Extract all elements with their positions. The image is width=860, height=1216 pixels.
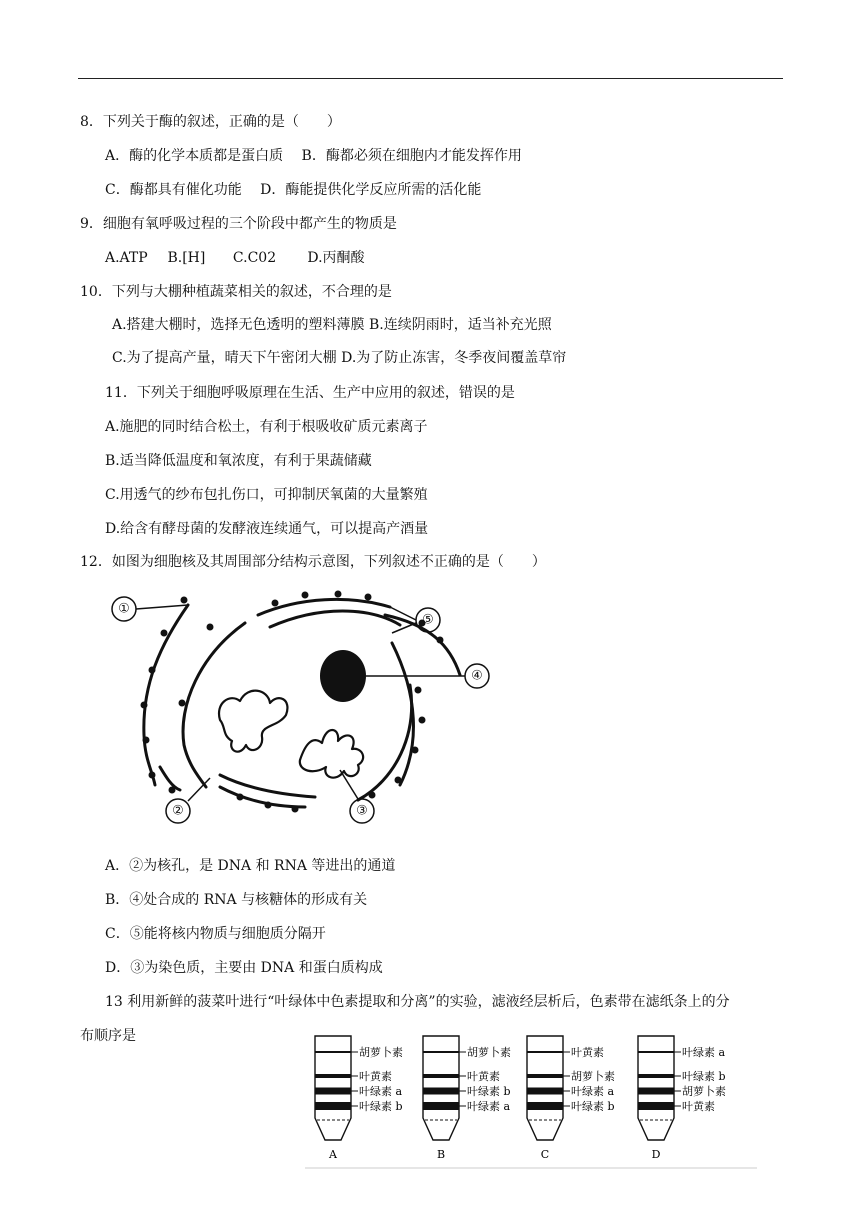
q10-options-ab: A.搭建大棚时，选择无色透明的塑料薄膜 B.连续阴雨时，适当补充光照 (112, 317, 552, 333)
ribosome-dot (141, 702, 148, 709)
strip-letter: A (329, 1148, 337, 1161)
band-label: 叶黄素 (467, 1070, 500, 1083)
ribosome-dot (179, 700, 186, 707)
ribosome-dot (415, 687, 422, 694)
pigment-band (527, 1051, 563, 1053)
q11-stem: 11．下列关于细胞呼吸原理在生活、生产中应用的叙述，错误的是 (105, 385, 515, 401)
q12-option-d: D．③为染色质，主要由 DNA 和蛋白质构成 (105, 960, 383, 976)
ribosome-dot (149, 772, 156, 779)
chromatin (300, 730, 363, 778)
q10-stem: 10．下列与大棚种植蔬菜相关的叙述，不合理的是 (80, 284, 392, 300)
inner-membrane-left (183, 623, 245, 787)
band-label: 叶绿素 b (467, 1085, 511, 1098)
pigment-band (527, 1088, 563, 1095)
band-label: 胡萝卜素 (467, 1046, 511, 1059)
q12-option-c: C．⑤能将核内物质与细胞质分隔开 (105, 926, 326, 942)
header-rule (78, 78, 783, 79)
ribosome-dot (149, 667, 156, 674)
q12-option-b: B．④处合成的 RNA 与核糖体的形成有关 (105, 892, 368, 908)
band-label: 叶绿素 b (359, 1100, 403, 1113)
ribosome-dot (419, 717, 426, 724)
figure-label-5: ⑤ (422, 612, 434, 628)
q8-options-ab: A．酶的化学本质都是蛋白质 B．酶都必须在细胞内才能发挥作用 (105, 148, 522, 164)
strip-letter: D (651, 1148, 661, 1161)
pigment-band (315, 1051, 351, 1053)
ribosome-dot (412, 747, 419, 754)
q8-options-cd: C．酶都具有催化功能 D．酶能提供化学反应所需的活化能 (105, 182, 482, 198)
outer-membrane-right (358, 685, 412, 800)
strip-b (423, 1036, 511, 1161)
band-label: 叶黄素 (682, 1100, 715, 1113)
pigment-band (423, 1102, 459, 1110)
band-label: 胡萝卜素 (682, 1085, 726, 1098)
q9-option-b: B.[H] (167, 250, 206, 266)
pigment-band (638, 1088, 674, 1095)
leader-5b (392, 623, 416, 633)
chromatography-strips-figure (305, 1032, 760, 1172)
pigment-band (638, 1074, 674, 1078)
ribosome-dot (169, 787, 176, 794)
q10-options-cd: C.为了提高产量，晴天下午密闭大棚 D.为了防止冻害，冬季夜间覆盖草帘 (112, 350, 567, 366)
q12-option-a: A．②为核孔，是 DNA 和 RNA 等进出的通道 (105, 858, 396, 874)
pigment-band (638, 1102, 674, 1110)
pigment-band (638, 1051, 674, 1053)
strip-letter: C (540, 1148, 550, 1161)
chromatin (219, 691, 287, 752)
ribosome-dot (302, 592, 309, 599)
leader-1 (136, 605, 188, 609)
band-label: 叶绿素 a (467, 1100, 511, 1113)
pigment-band (527, 1102, 563, 1110)
band-label: 叶绿素 a (571, 1085, 615, 1098)
strip-a (315, 1036, 403, 1161)
band-label: 叶绿素 a (359, 1085, 403, 1098)
ribosome-dot (161, 630, 168, 637)
figure-label-3: ③ (356, 803, 368, 819)
q12-stem: 12．如图为细胞核及其周围部分结构示意图，下列叙述不正确的是（ ） (80, 554, 546, 570)
ribosome-dot (207, 624, 214, 631)
band-label: 叶绿素 b (682, 1070, 726, 1083)
pigment-band (423, 1074, 459, 1078)
membrane-fragment (160, 767, 180, 790)
strip-c (527, 1036, 615, 1161)
ribosome-dot (181, 597, 188, 604)
q11-option-c: C.用透气的纱布包扎伤口，可抑制厌氧菌的大量繁殖 (105, 487, 428, 503)
band-label: 胡萝卜素 (571, 1070, 615, 1083)
q13-stem-line2: 布顺序是 (80, 1028, 136, 1044)
leader-2 (188, 778, 210, 801)
figure-label-4: ④ (471, 668, 483, 684)
figure-label-2: ② (172, 803, 184, 819)
pigment-band (423, 1051, 459, 1053)
pigment-band (423, 1088, 459, 1095)
q9-options (105, 248, 365, 268)
q8-stem: 8．下列关于酶的叙述，正确的是（ ） (80, 114, 341, 130)
ribosome-dot (272, 600, 279, 607)
pigment-band (315, 1102, 351, 1110)
q11-option-b: B.适当降低温度和氧浓度，有利于果蔬储藏 (105, 453, 372, 469)
inner-membrane-top (270, 611, 400, 627)
pigment-band (315, 1088, 351, 1095)
ribosome-dot (265, 802, 272, 809)
band-label: 叶绿素 b (571, 1100, 615, 1113)
figure-label-1: ① (118, 601, 130, 617)
band-label: 叶黄素 (359, 1070, 392, 1083)
strip-letter: B (436, 1148, 446, 1161)
band-label: 叶绿素 a (682, 1046, 726, 1059)
ribosome-dot (143, 737, 150, 744)
q9-option-d: D.丙酮酸 (307, 250, 365, 266)
q9-option-c: C.C02 (232, 250, 277, 266)
nucleus-structure-figure (100, 585, 500, 830)
nucleolus (320, 650, 366, 702)
band-label: 胡萝卜素 (359, 1046, 403, 1059)
ribosome-dot (369, 792, 376, 799)
strip-d (638, 1036, 726, 1161)
pigment-band (315, 1074, 351, 1078)
ribosome-dot (365, 594, 372, 601)
band-label: 叶黄素 (571, 1046, 604, 1059)
ribosome-dot (335, 591, 342, 598)
pigment-band (527, 1074, 563, 1078)
ribosome-dot (237, 794, 244, 801)
q9-stem: 9．细胞有氧呼吸过程的三个阶段中都产生的物质是 (80, 216, 397, 232)
q9-option-a: A.ATP (105, 250, 148, 266)
ribosome-dot (437, 637, 444, 644)
q11-option-d: D.给含有酵母菌的发酵液连续通气，可以提高产酒量 (105, 521, 429, 537)
q13-stem-line1: 13 利用新鲜的菠菜叶进行“叶绿体中色素提取和分离”的实验，滤液经层析后，色素带在滤纸条上的分 (105, 994, 730, 1010)
ribosome-dot (292, 806, 299, 813)
q11-option-a: A.施肥的同时结合松土，有利于根吸收矿质元素离子 (105, 419, 428, 435)
ribosome-dot (395, 777, 402, 784)
